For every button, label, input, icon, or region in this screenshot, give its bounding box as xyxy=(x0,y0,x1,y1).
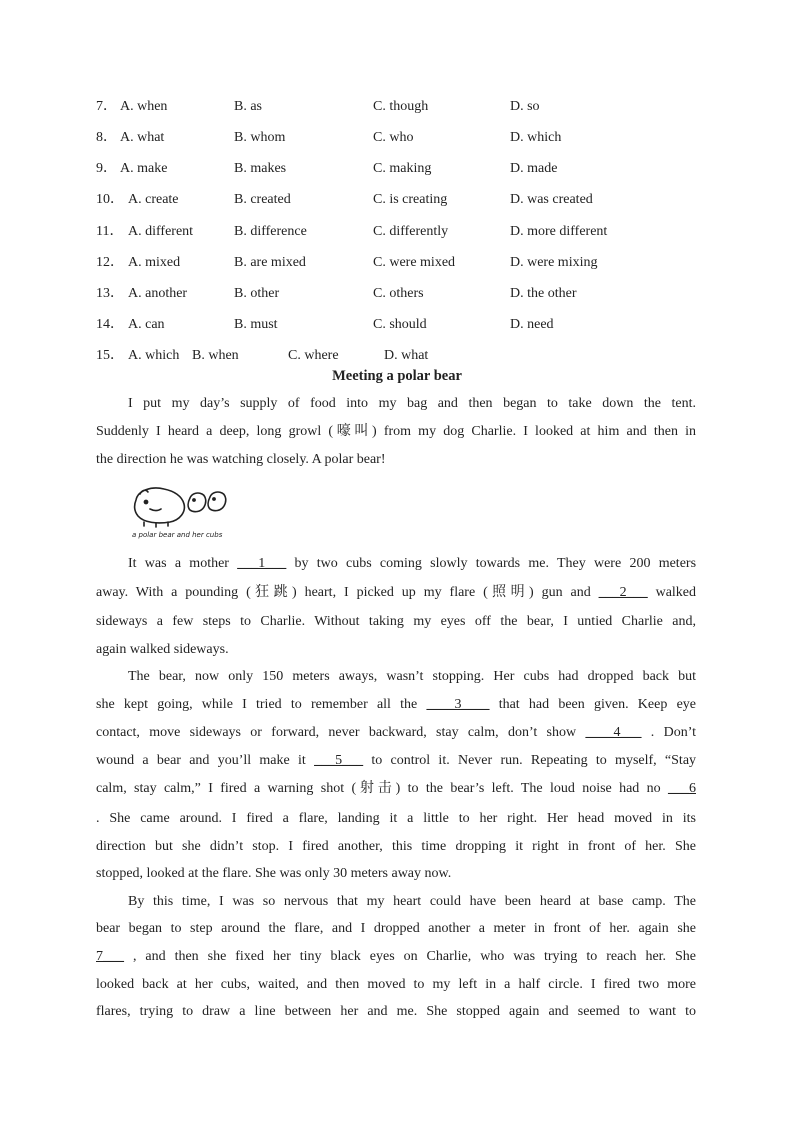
option-row-9 xyxy=(0,159,794,179)
text-segment: walked xyxy=(655,585,697,600)
option-c: C. though xyxy=(373,99,429,114)
option-d: D. were mixing xyxy=(510,255,598,270)
paragraph-4 xyxy=(96,892,696,1027)
option-row-8 xyxy=(0,128,794,148)
text-line xyxy=(96,779,696,799)
question-number: 12． xyxy=(96,255,124,270)
question-number: 8． xyxy=(96,130,117,145)
polar-bear-drawing xyxy=(130,482,240,542)
figure-caption: a polar bear and her cubs xyxy=(132,531,223,539)
text-line xyxy=(96,723,696,743)
text-segment: to control it. Never run. Repeating to myself, “Stay xyxy=(371,753,697,768)
option-a: A. can xyxy=(128,317,165,332)
option-c: C. others xyxy=(373,286,424,301)
option-b: B. difference xyxy=(234,224,307,239)
text-line xyxy=(96,947,696,967)
option-d: D. made xyxy=(510,161,558,176)
option-a: A. mixed xyxy=(128,255,181,270)
text-line: . She came around. I fired a flare, landing it a little to her right. Her head moved in its xyxy=(96,811,696,826)
question-number: 11． xyxy=(96,224,124,239)
text-line: again walked sideways. xyxy=(96,642,229,657)
option-b: B. other xyxy=(234,286,280,301)
text-line: the direction he was watching closely. A polar bear! xyxy=(96,452,386,467)
text-line: looked back at her cubs, waited, and then moved to my left in a half circle. I fired two more xyxy=(96,977,696,992)
blank-1: ___1___ xyxy=(237,556,287,571)
option-a: A. make xyxy=(120,161,168,176)
option-a: A. when xyxy=(120,99,168,114)
blank-2: ___2___ xyxy=(598,585,648,600)
text-line: By this time, I was so nervous that my heart could have been heard at base camp. The xyxy=(128,894,696,909)
option-row-7 xyxy=(0,97,794,117)
paragraph-3 xyxy=(96,667,696,887)
question-number: 15． xyxy=(96,348,124,363)
blank-4: ____4___ xyxy=(585,725,642,740)
text-line xyxy=(96,695,696,715)
option-c: C. making xyxy=(373,161,432,176)
question-number: 9． xyxy=(96,161,117,176)
question-number: 14． xyxy=(96,317,124,332)
text-segment: away. With a pounding (狂跳) heart, I picked up my flare (照明) gun and xyxy=(96,585,591,600)
option-c: C. where xyxy=(288,348,339,363)
text-segment: she kept going, while I tried to remember all the xyxy=(96,697,418,712)
blank-3: ____3____ xyxy=(426,697,490,712)
option-d: D. need xyxy=(510,317,554,332)
text-segment: contact, move sideways or forward, never backward, stay calm, don’t show xyxy=(96,725,577,740)
option-a: A. different xyxy=(128,224,194,239)
paragraph-2 xyxy=(96,554,696,664)
option-row-14 xyxy=(0,315,794,335)
text-line: flares, trying to draw a line between her and me. She stopped again and seemed to want to xyxy=(96,1004,696,1019)
option-d: D. the other xyxy=(510,286,577,301)
question-number: 13． xyxy=(96,286,124,301)
text-line: direction but she didn’t stop. I fired another, this time dropping it right in front of her. She xyxy=(96,839,696,854)
text-line xyxy=(96,751,696,771)
option-b: B. are mixed xyxy=(234,255,306,270)
option-a: A. which xyxy=(128,348,180,363)
option-d: D. more different xyxy=(510,224,608,239)
option-row-15 xyxy=(0,346,794,366)
option-row-13 xyxy=(0,284,794,304)
blank-5: ___5___ xyxy=(314,753,364,768)
option-b: B. when xyxy=(192,348,239,363)
option-d: D. what xyxy=(384,348,429,363)
option-c: C. is creating xyxy=(373,192,448,207)
option-d: D. was created xyxy=(510,192,593,207)
text-line: I put my day’s supply of food into my bag and then began to take down the tent. xyxy=(128,396,696,411)
text-line: The bear, now only 150 meters aways, wasn’t stopping. Her cubs had dropped back but xyxy=(128,669,696,684)
option-c: C. were mixed xyxy=(373,255,456,270)
option-b: B. as xyxy=(234,99,262,114)
option-row-11 xyxy=(0,222,794,242)
text-line xyxy=(128,554,696,574)
option-c: C. differently xyxy=(373,224,449,239)
passage-title: Meeting a polar bear xyxy=(332,368,462,384)
blank-7: 7___ xyxy=(96,949,124,964)
blank-6: ___6 xyxy=(668,781,696,796)
text-line xyxy=(96,583,696,603)
option-b: B. whom xyxy=(234,130,286,145)
question-number: 7． xyxy=(96,99,117,114)
option-a: A. what xyxy=(120,130,165,145)
text-segment: wound a bear and you’ll make it xyxy=(96,753,306,768)
option-d: D. so xyxy=(510,99,540,114)
option-b: B. created xyxy=(234,192,291,207)
option-row-10 xyxy=(0,190,794,210)
text-segment: that had been given. Keep eye xyxy=(498,697,696,712)
option-c: C. who xyxy=(373,130,414,145)
text-line: Suddenly I heard a deep, long growl (嚎叫) from my dog Charlie. I looked at him and then in xyxy=(96,424,696,439)
text-segment: , and then she fixed her tiny black eyes on Charlie, who was trying to reach her. She xyxy=(132,949,697,964)
polar-bear-illustration xyxy=(130,482,240,542)
option-b: B. makes xyxy=(234,161,287,176)
text-segment: calm, stay calm,” I fired a warning shot (射击) to the bear’s left. The loud noise had no xyxy=(96,781,661,796)
option-c: C. should xyxy=(373,317,427,332)
text-segment: by two cubs coming slowly towards me. They were 200 meters xyxy=(294,556,697,571)
text-line: sideways a few steps to Charlie. Without taking my eyes off the bear, I untied Charlie and, xyxy=(96,614,696,629)
text-line: bear began to step around the flare, and I dropped another a meter in front of her. again she xyxy=(96,921,696,936)
text-segment: . Don’t xyxy=(650,725,697,740)
text-segment: It was a mother xyxy=(128,556,229,571)
option-d: D. which xyxy=(510,130,562,145)
option-row-12 xyxy=(0,253,794,273)
text-line: stopped, looked at the flare. She was only 30 meters away now. xyxy=(96,866,452,881)
option-b: B. must xyxy=(234,317,278,332)
paragraph-1 xyxy=(96,394,696,478)
option-a: A. create xyxy=(128,192,179,207)
question-number: 10． xyxy=(96,192,124,207)
option-a: A. another xyxy=(128,286,188,301)
